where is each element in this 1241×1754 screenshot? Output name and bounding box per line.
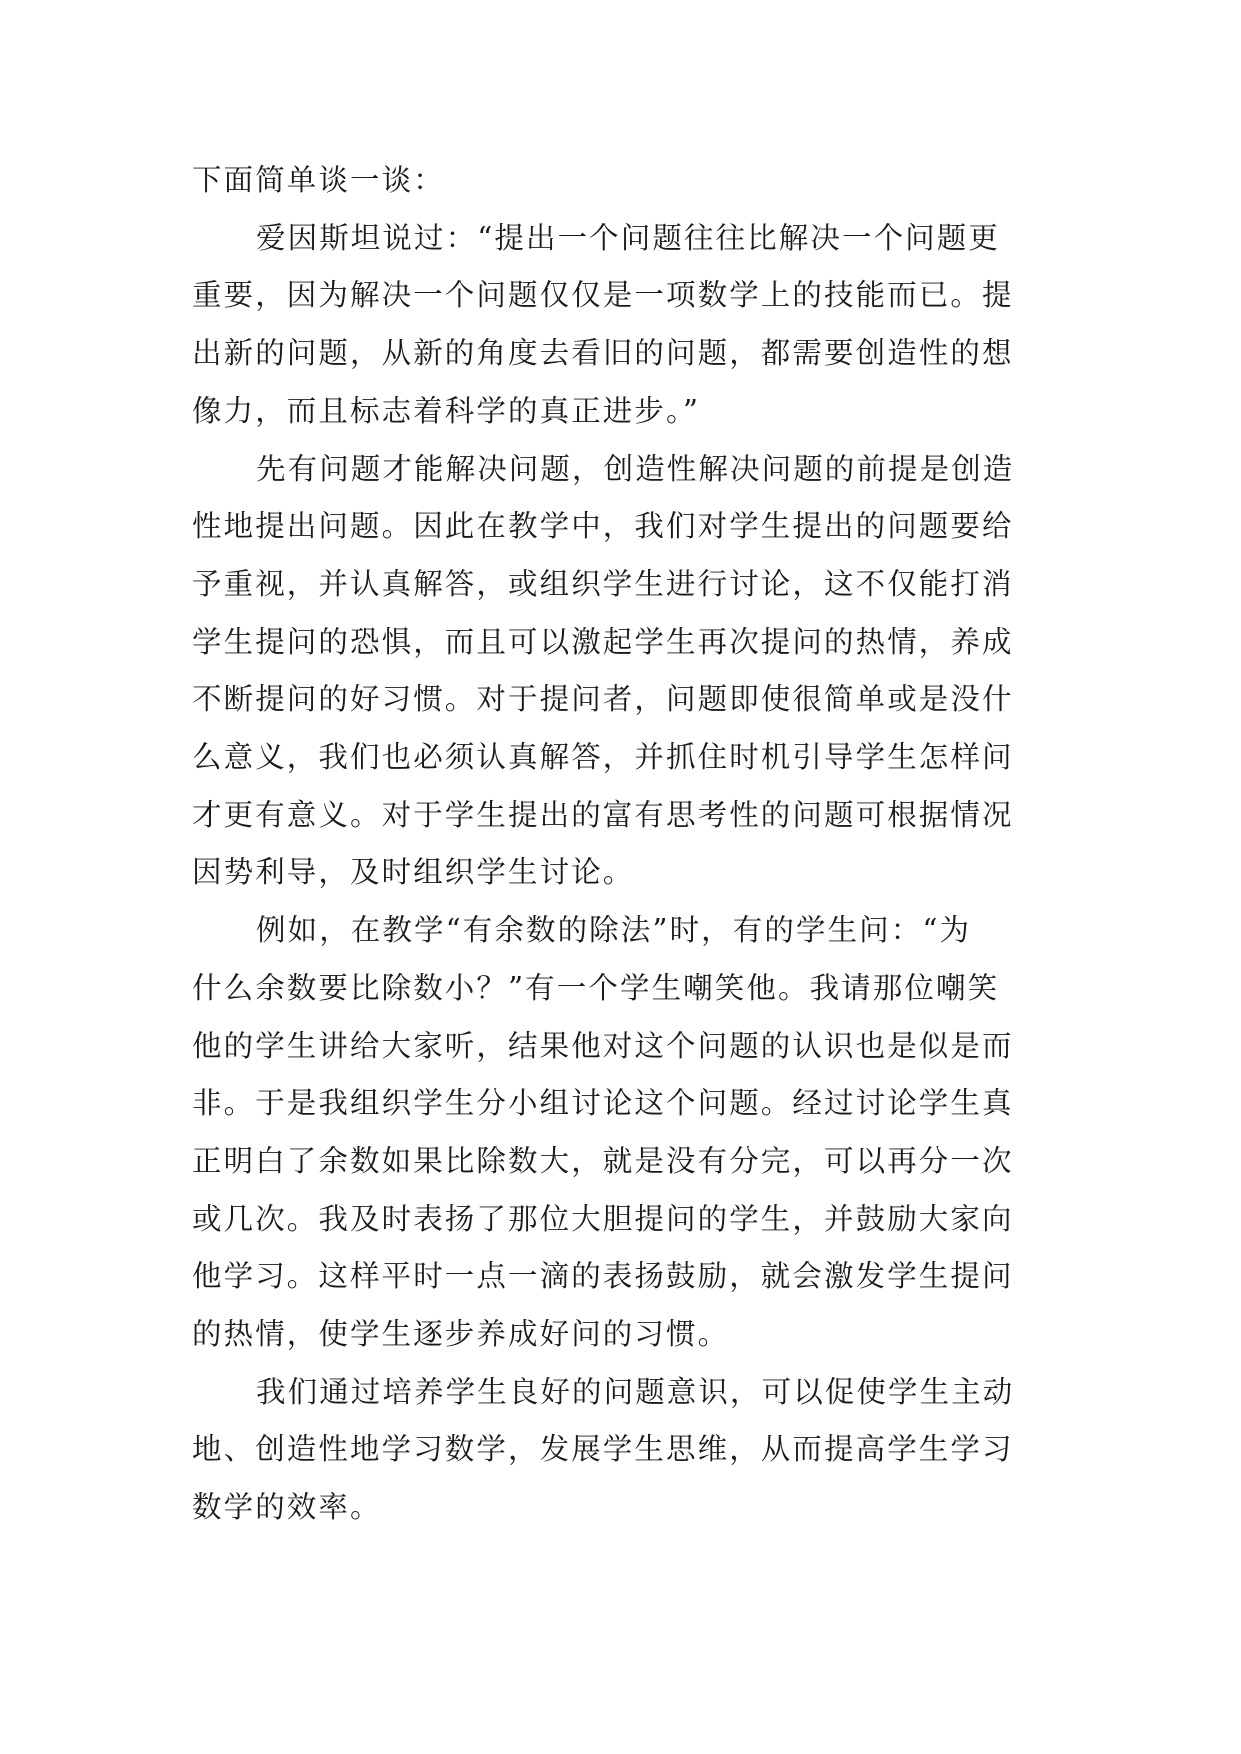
text-line: 他的学生讲给大家听，结果他对这个问题的认识也是似是而 (192, 1028, 1014, 1063)
text-line: 非。于是我组织学生分小组讨论这个问题。经过讨论学生真 (192, 1086, 1014, 1121)
paragraph-first-line: 例如，在教学“有余数的除法”时，有的学生问：“为 (256, 913, 972, 948)
text-line: 因势利导，及时组织学生讨论。 (192, 855, 635, 890)
text-line: 的热情，使学生逐步养成好问的习惯。 (192, 1317, 730, 1352)
text-line: 他学习。这样平时一点一滴的表扬鼓励，就会激发学生提问 (192, 1259, 1014, 1294)
text-line: 不断提问的好习惯。对于提问者，问题即使很简单或是没什 (192, 682, 1014, 717)
paragraph-first-line: 我们通过培养学生良好的问题意识，可以促使学生主动 (256, 1374, 1015, 1409)
text-line: 像力，而且标志着科学的真正进步。” (192, 393, 701, 428)
document-body (192, 152, 1054, 1537)
text-line: 才更有意义。对于学生提出的富有思考性的问题可根据情况 (192, 797, 1014, 832)
paragraph-first-line: 先有问题才能解决问题，创造性解决问题的前提是创造 (256, 451, 1015, 486)
text-line: 予重视，并认真解答，或组织学生进行讨论，这不仅能打消 (192, 566, 1014, 601)
text-line: 什么余数要比除数小？”有一个学生嘲笑他。我请那位嘲笑 (192, 970, 1000, 1005)
text-line: 学生提问的恐惧，而且可以激起学生再次提问的热情，养成 (192, 624, 1014, 659)
text-line: 数学的效率。 (192, 1490, 382, 1525)
text-line: 性地提出问题。因此在教学中，我们对学生提出的问题要给 (192, 509, 1014, 544)
text-line: 地、创造性地学习数学，发展学生思维，从而提高学生学习 (192, 1432, 1014, 1467)
text-line: 或几次。我及时表扬了那位大胆提问的学生，并鼓励大家向 (192, 1201, 1014, 1236)
text-line: 下面简单谈一谈： (192, 163, 445, 197)
text-line: 出新的问题，从新的角度去看旧的问题，都需要创造性的想 (192, 336, 1014, 371)
text-line: 正明白了余数如果比除数大，就是没有分完，可以再分一次 (192, 1143, 1014, 1178)
text-line: 么意义，我们也必须认真解答，并抓住时机引导学生怎样问 (192, 740, 1014, 775)
text-line: 重要，因为解决一个问题仅仅是一项数学上的技能而已。提 (192, 278, 1014, 313)
paragraph-first-line: 爱因斯坦说过：“提出一个问题往往比解决一个问题更 (256, 220, 1000, 255)
